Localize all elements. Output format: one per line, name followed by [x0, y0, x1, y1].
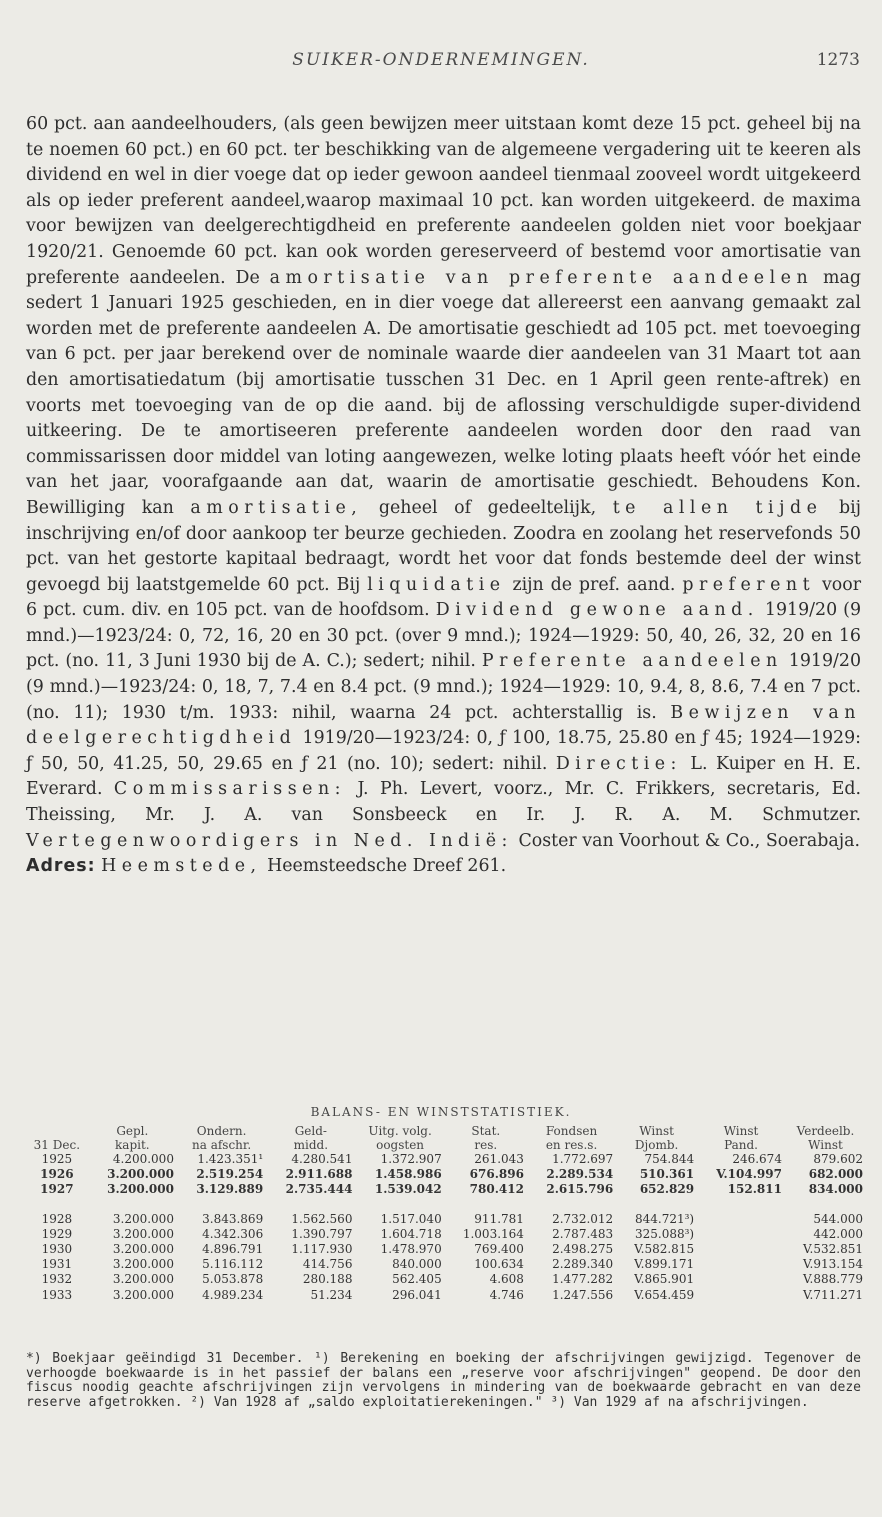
value-cell: 2.787.483 [552, 1226, 614, 1241]
value-cell: 5.116.112 [202, 1257, 264, 1272]
value-cell: 3.129.889 [196, 1182, 264, 1197]
value-cell: V.888.779 [802, 1272, 863, 1287]
value-cell: V.532.851 [802, 1242, 863, 1257]
value-cell: 1.539.042 [374, 1182, 442, 1197]
spaced-term: amortisatie, [190, 497, 363, 518]
value-cell: 840.000 [392, 1257, 442, 1272]
value-cell: 544.000 [813, 1211, 863, 1226]
value-cell: 414.756 [302, 1257, 353, 1272]
year-cell: 1933 [41, 1287, 73, 1302]
value-cell: 1.478.970 [380, 1242, 442, 1257]
column-header: oogsten [376, 1138, 425, 1152]
table-row [26, 1257, 866, 1272]
column-header: Winst [639, 1124, 674, 1138]
value-cell: 834.000 [808, 1182, 863, 1197]
text-segment: voor 6 pct. cum. div. en 105 pct. van de hoofdsom. [26, 574, 862, 621]
statistics-table [26, 1124, 866, 1303]
spaced-term: liquidatie [367, 574, 506, 595]
value-cell: 4.608 [489, 1272, 524, 1287]
body-paragraph [26, 112, 861, 880]
column-header: midd. [293, 1138, 329, 1152]
address-label: Adres: [26, 856, 96, 877]
text-segment: 1919/20—1923/24: 0, ƒ 100, 18.75, 25.80 en ƒ 45; 1924—1929: ƒ 50, 50, 41.25, 50, 29.65 en ƒ 21 (no. 10); sedert: nihil. [26, 728, 861, 774]
value-cell: 325.088³) [634, 1226, 695, 1241]
value-cell: 100.634 [474, 1257, 524, 1272]
value-cell: 676.896 [469, 1167, 524, 1182]
value-cell: 2.289.534 [546, 1167, 614, 1182]
spaced-term: preferent [682, 574, 816, 595]
value-cell: 510.361 [639, 1167, 695, 1182]
value-cell: V.865.901 [634, 1272, 695, 1287]
value-cell: V.711.271 [802, 1287, 863, 1302]
value-cell: 4.989.234 [202, 1287, 264, 1302]
value-cell: 261.043 [474, 1152, 524, 1166]
value-cell: 780.412 [469, 1182, 524, 1197]
value-cell: 4.342.306 [202, 1226, 264, 1241]
value-cell: 844.721³) [634, 1211, 695, 1226]
rows-group-b [26, 1212, 866, 1303]
table-row [26, 1212, 866, 1227]
column-header: Uitg. volg. [368, 1124, 432, 1138]
value-cell: 3.200.000 [112, 1257, 174, 1272]
value-cell: 1.517.040 [380, 1211, 442, 1226]
value-cell: V.913.154 [802, 1257, 863, 1272]
year-cell: 1927 [40, 1182, 74, 1197]
value-cell: 769.400 [474, 1242, 524, 1257]
spaced-term: Preferente aandeelen [481, 651, 783, 672]
value-cell [697, 1242, 785, 1257]
value-cell: 51.234 [310, 1287, 353, 1302]
text-segment: bij inschrijving en/of door aankoop ter beurze gechieden. Zoodra en zoolang het reservefonds 50 pct. van het gestorte kapitaal bedraagt, wordt het voor dat fonds bestemde deel der winst gevoegd bij laatstgemelde 60 pct. Bij [26, 497, 862, 595]
value-cell: 1.423.351¹ [197, 1152, 264, 1166]
value-cell: 3.200.000 [112, 1287, 174, 1302]
value-cell: 1.562.560 [291, 1211, 353, 1226]
table-row [26, 1227, 866, 1242]
text-segment: mag sedert 1 Januari 1925 geschieden, en in dier voege dat allereerst een aanvang gemaakt zal worden met de preferente aandeelen A. De amortisatie geschiedt ad 105 pct. met toevoeging van 6 pct. per jaar berekend over de nominale waarde dier aandeelen van 31 Maart tot aan den amortisatiedatum (bij amortisatie tusschen 31 Dec. en 1 April geen rente-aftrek) en voorts met toevoeging van de op die aand. bij de aflossing verschuldigde super-dividend uitkeering. De te amortiseeren preferente aandeelen worden door den raad van commissarissen door middel van loting aangewezen, welke loting plaats heeft vóór het einde van het jaar, voorafgaande aan dat, waarin de amortisatie geschiedt. Behoudens Kon. Bewilliging kan [26, 267, 861, 518]
running-header [0, 50, 882, 80]
text-segment: zijn de pref. aand. [512, 574, 676, 595]
value-cell: 5.053.878 [202, 1272, 264, 1287]
value-cell: 3.200.000 [112, 1211, 174, 1226]
column-header: res. [474, 1138, 498, 1152]
value-cell [697, 1272, 785, 1287]
value-cell: V.104.997 [716, 1167, 782, 1182]
value-cell: 1.772.697 [552, 1152, 614, 1166]
year-cell: 1930 [41, 1242, 73, 1257]
text-segment: 1919/20 (9 mnd.)—1923/24: 0, 18, 7, 7.4 en 8.4 pct. (9 mnd.); 1924—1929: 10, 9.4, 8, 8.6, 7.4 en 7 pct. (no. 11); 1930 t/m. 1933: nihil, waarna 24 pct. achterstallig is. [26, 651, 862, 723]
text-segment: L. Kuiper en H. E. Everard. [26, 753, 861, 800]
year-cell: 1929 [41, 1226, 73, 1241]
value-cell: 296.041 [392, 1287, 442, 1302]
value-cell: 1.458.986 [374, 1167, 442, 1182]
value-cell: 1.390.797 [291, 1226, 353, 1241]
value-cell: 879.602 [813, 1152, 863, 1166]
column-header: Winst [808, 1138, 843, 1152]
table-row [26, 1272, 866, 1287]
column-header: kapit. [115, 1138, 150, 1152]
value-cell: 2.498.275 [552, 1242, 614, 1257]
value-cell: 152.811 [727, 1182, 782, 1197]
value-cell: 911.781 [474, 1211, 524, 1226]
column-header: Verdeelb. [796, 1124, 855, 1138]
text-segment: Coster van Voorhout & Co., Soerabaja. [518, 830, 860, 851]
value-cell: 1.604.718 [380, 1226, 442, 1241]
value-cell: 1.117.930 [291, 1242, 353, 1257]
value-cell: 682.000 [808, 1167, 863, 1182]
spaced-term: Dividend gewone aand. [435, 600, 759, 621]
table-title: BALANS- EN WINSTSTATISTIEK. [310, 1105, 572, 1119]
spaced-term: Commissarissen: [113, 779, 347, 800]
value-cell [697, 1257, 785, 1272]
text-segment: 60 pct. aan aandeelhouders, (als geen bewijzen meer uitstaan komt deze 15 pct. geheel bij na te noemen 60 pct.) en 60 pct. ter beschikking van de algemeene vergadering uit te keeren als dividend en wel in dier voege dat op ieder gewoon aandeel tienmaal zooveel wordt uitgekeerd als op ieder preferent aandeel,waarop maximaal 10 pct. kan worden uitgekeerd. de maxima voor bewijzen van deelgerechtigdheid en preferente aandeelen golden niet voor boekjaar 1920/21. Genoemde 60 pct. kan ook worden gereserveerd of bestemd voor amortisatie van preferente aandeelen. De [26, 114, 861, 288]
column-header: Ondern. [196, 1124, 247, 1138]
value-cell: 4.896.791 [202, 1242, 264, 1257]
column-header [26, 1124, 88, 1138]
value-cell: V.582.815 [634, 1242, 695, 1257]
year-cell: 1931 [41, 1257, 73, 1272]
value-cell: 754.844 [644, 1152, 695, 1166]
column-header: Pand. [724, 1138, 758, 1152]
value-cell [697, 1212, 785, 1227]
value-cell: 4.200.000 [112, 1152, 174, 1166]
table-row [26, 1167, 866, 1182]
column-header: 31 Dec. [33, 1138, 81, 1152]
year-cell: 1925 [41, 1152, 73, 1166]
table-row [26, 1288, 866, 1303]
value-cell: 1.372.907 [380, 1152, 442, 1166]
value-cell [697, 1227, 785, 1242]
rows-group-a [26, 1152, 866, 1198]
spaced-term: Bewijzen van deelgerechtigdheid [26, 702, 861, 749]
column-header: Fondsen [545, 1124, 598, 1138]
value-cell: 2.732.012 [552, 1211, 614, 1226]
column-header: Winst [723, 1124, 759, 1138]
table-row [26, 1182, 866, 1197]
column-header: na afschr. [192, 1138, 252, 1152]
rows-spacer [26, 1198, 866, 1212]
value-cell: 3.200.000 [112, 1226, 174, 1241]
year-cell: 1926 [40, 1167, 74, 1182]
header-row-top [26, 1124, 866, 1138]
value-cell: 2.911.688 [285, 1167, 353, 1182]
column-header: en res.s. [545, 1138, 598, 1152]
value-cell: V.654.459 [634, 1287, 695, 1302]
column-header: Gepl. [116, 1124, 149, 1138]
text-segment: geheel of gedeeltelijk, [378, 497, 597, 518]
value-cell: 4.280.541 [291, 1152, 353, 1166]
spaced-term: Directie: [555, 753, 682, 774]
column-header: Djomb. [634, 1138, 679, 1152]
value-cell: 442.000 [813, 1226, 863, 1241]
value-cell: 2.289.340 [552, 1257, 614, 1272]
spaced-term: amortisatie van preferente aandeelen [269, 267, 814, 288]
table-row [26, 1152, 866, 1167]
value-cell: 3.200.000 [112, 1272, 174, 1287]
header-title: SUIKER-ONDERNEMINGEN. [292, 50, 590, 70]
value-cell: V.899.171 [634, 1257, 695, 1272]
text-segment: J. Ph. Levert, voorz., Mr. C. Frikkers, secretaris, Ed. Theissing, Mr. J. A. van Sonsbeeck en Ir. J. R. A. M. Schmutzer. [26, 779, 862, 826]
column-header: Geld- [294, 1124, 327, 1138]
value-cell: 246.674 [732, 1152, 782, 1166]
spaced-term: Heemstede, [101, 856, 262, 877]
year-cell: 1932 [41, 1272, 73, 1287]
value-cell: 562.405 [392, 1272, 442, 1287]
spaced-term: Vertegenwoordigers in Ned. Indië: [26, 830, 513, 851]
footnotes: *) Boekjaar geëindigd 31 December. ¹) Berekening en boeking der afschrijvingen gewijzigd. Tegenover de verhoogde boekwaarde is in het passief der balans een „reserve voor afschrijvingen" geopend. De door den fiscus noodig geachte afschrijvingen zijn vervolgens in mindering van de boekwaarde gebracht en van deze reserve afgetrokken. ²) Van 1928 af „saldo exploitatierekeningen." ³) Van 1929 af na afschrijvingen. [26, 1351, 861, 1411]
value-cell: 3.843.869 [202, 1211, 264, 1226]
value-cell: 2.615.796 [546, 1182, 614, 1197]
year-cell: 1928 [41, 1211, 73, 1226]
value-cell: 3.200.000 [107, 1167, 174, 1182]
value-cell [697, 1288, 785, 1303]
value-cell: 280.188 [302, 1272, 353, 1287]
value-cell: 2.519.254 [196, 1167, 264, 1182]
value-cell: 1.247.556 [552, 1287, 614, 1302]
value-cell: 3.200.000 [107, 1182, 174, 1197]
text-segment: Heemsteedsche Dreef 261. [267, 856, 507, 877]
value-cell: 652.829 [639, 1182, 695, 1197]
header-row-bottom [26, 1138, 866, 1152]
value-cell: 4.746 [489, 1287, 524, 1302]
page-number: 1273 [816, 50, 860, 70]
value-cell: 3.200.000 [112, 1242, 174, 1257]
value-cell: 2.735.444 [285, 1182, 353, 1197]
table-row [26, 1242, 866, 1257]
value-cell: 1.003.164 [462, 1226, 524, 1241]
column-header: Stat. [471, 1124, 501, 1138]
spaced-term: te allen tijde [612, 497, 823, 518]
text-segment: 1919/20 (9 mnd.)—1923/24: 0, 72, 16, 20 en 30 pct. (over 9 mnd.); 1924—1929: 50, 40, 26, 32, 20 en 16 pct. (no. 11, 3 Juni 1930 bij de A. C.); sedert; nihil. [26, 600, 862, 672]
value-cell: 1.477.282 [552, 1272, 614, 1287]
